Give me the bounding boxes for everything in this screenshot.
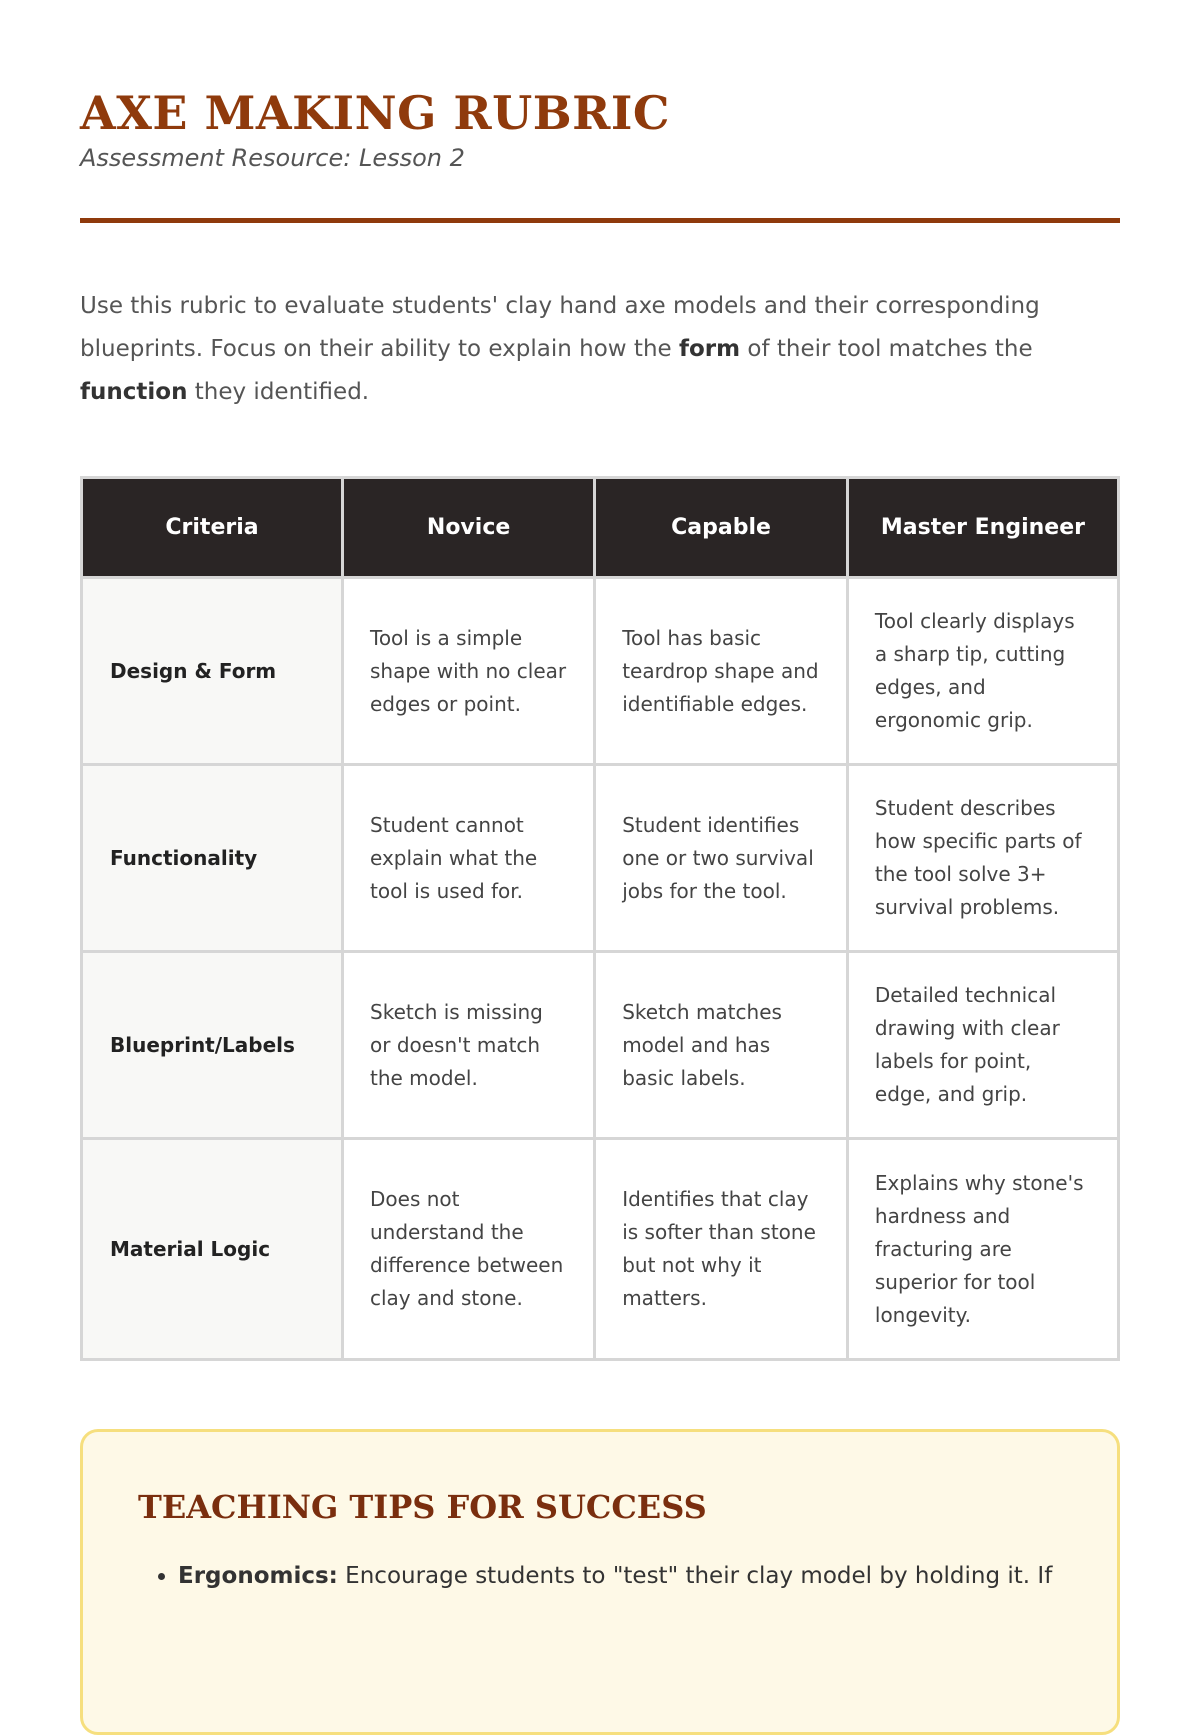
criteria-cell: Functionality	[82, 765, 343, 952]
novice-cell: Does not understand the difference between clay and stone.	[343, 1139, 595, 1360]
tip-label: Ergonomics:	[178, 1563, 338, 1589]
tip-text: Encourage students to "test" their clay model by holding it. If	[337, 1563, 1053, 1589]
table-row	[82, 578, 1119, 765]
novice-cell: Tool is a simple shape with no clear edges or point.	[343, 578, 595, 765]
capable-cell: Student identifies one or two survival jobs for the tool.	[595, 765, 848, 952]
page-title: AXE MAKING RUBRIC	[80, 86, 670, 140]
intro-text: of their tool matches the	[740, 336, 1033, 362]
table-row	[82, 1139, 1119, 1360]
master-cell: Student describes how specific parts of the tool solve 3+ survival problems.	[847, 765, 1118, 952]
capable-cell: Identifies that clay is softer than stone but not why it matters.	[595, 1139, 848, 1360]
criteria-cell: Material Logic	[82, 1139, 343, 1360]
capable-cell: Tool has basic teardrop shape and identifiable edges.	[595, 578, 848, 765]
header-master: Master Engineer	[847, 478, 1118, 578]
criteria-cell: Design & Form	[82, 578, 343, 765]
table-row	[82, 952, 1119, 1139]
capable-cell: Sketch matches model and has basic labels.	[595, 952, 848, 1139]
table-header-row	[82, 478, 1119, 578]
intro-paragraph	[80, 285, 1120, 414]
page-subtitle: Assessment Resource: Lesson 2	[80, 144, 465, 172]
intro-text: they identified.	[187, 379, 370, 405]
intro-text: Use this rubric to evaluate students' clay hand axe models and their corresponding blueprints. Focus on their ability to explain how the	[80, 293, 1040, 362]
header-criteria: Criteria	[82, 478, 343, 578]
header-capable: Capable	[595, 478, 848, 578]
novice-cell: Sketch is missing or doesn't match the model.	[343, 952, 595, 1139]
divider	[80, 218, 1120, 223]
table-row	[82, 765, 1119, 952]
tips-list	[138, 1556, 1062, 1596]
novice-cell: Student cannot explain what the tool is used for.	[343, 765, 595, 952]
tips-title: TEACHING TIPS FOR SUCCESS	[138, 1488, 707, 1526]
master-cell: Detailed technical drawing with clear labels for point, edge, and grip.	[847, 952, 1118, 1139]
intro-bold-function: function	[80, 379, 188, 405]
tip-item	[178, 1556, 1062, 1596]
rubric-table	[80, 476, 1120, 1361]
teaching-tips-box	[80, 1429, 1120, 1735]
master-cell: Tool clearly displays a sharp tip, cutting edges, and ergonomic grip.	[847, 578, 1118, 765]
intro-bold-form: form	[678, 336, 741, 362]
criteria-cell: Blueprint/Labels	[82, 952, 343, 1139]
master-cell: Explains why stone's hardness and fracturing are superior for tool longevity.	[847, 1139, 1118, 1360]
header-novice: Novice	[343, 478, 595, 578]
